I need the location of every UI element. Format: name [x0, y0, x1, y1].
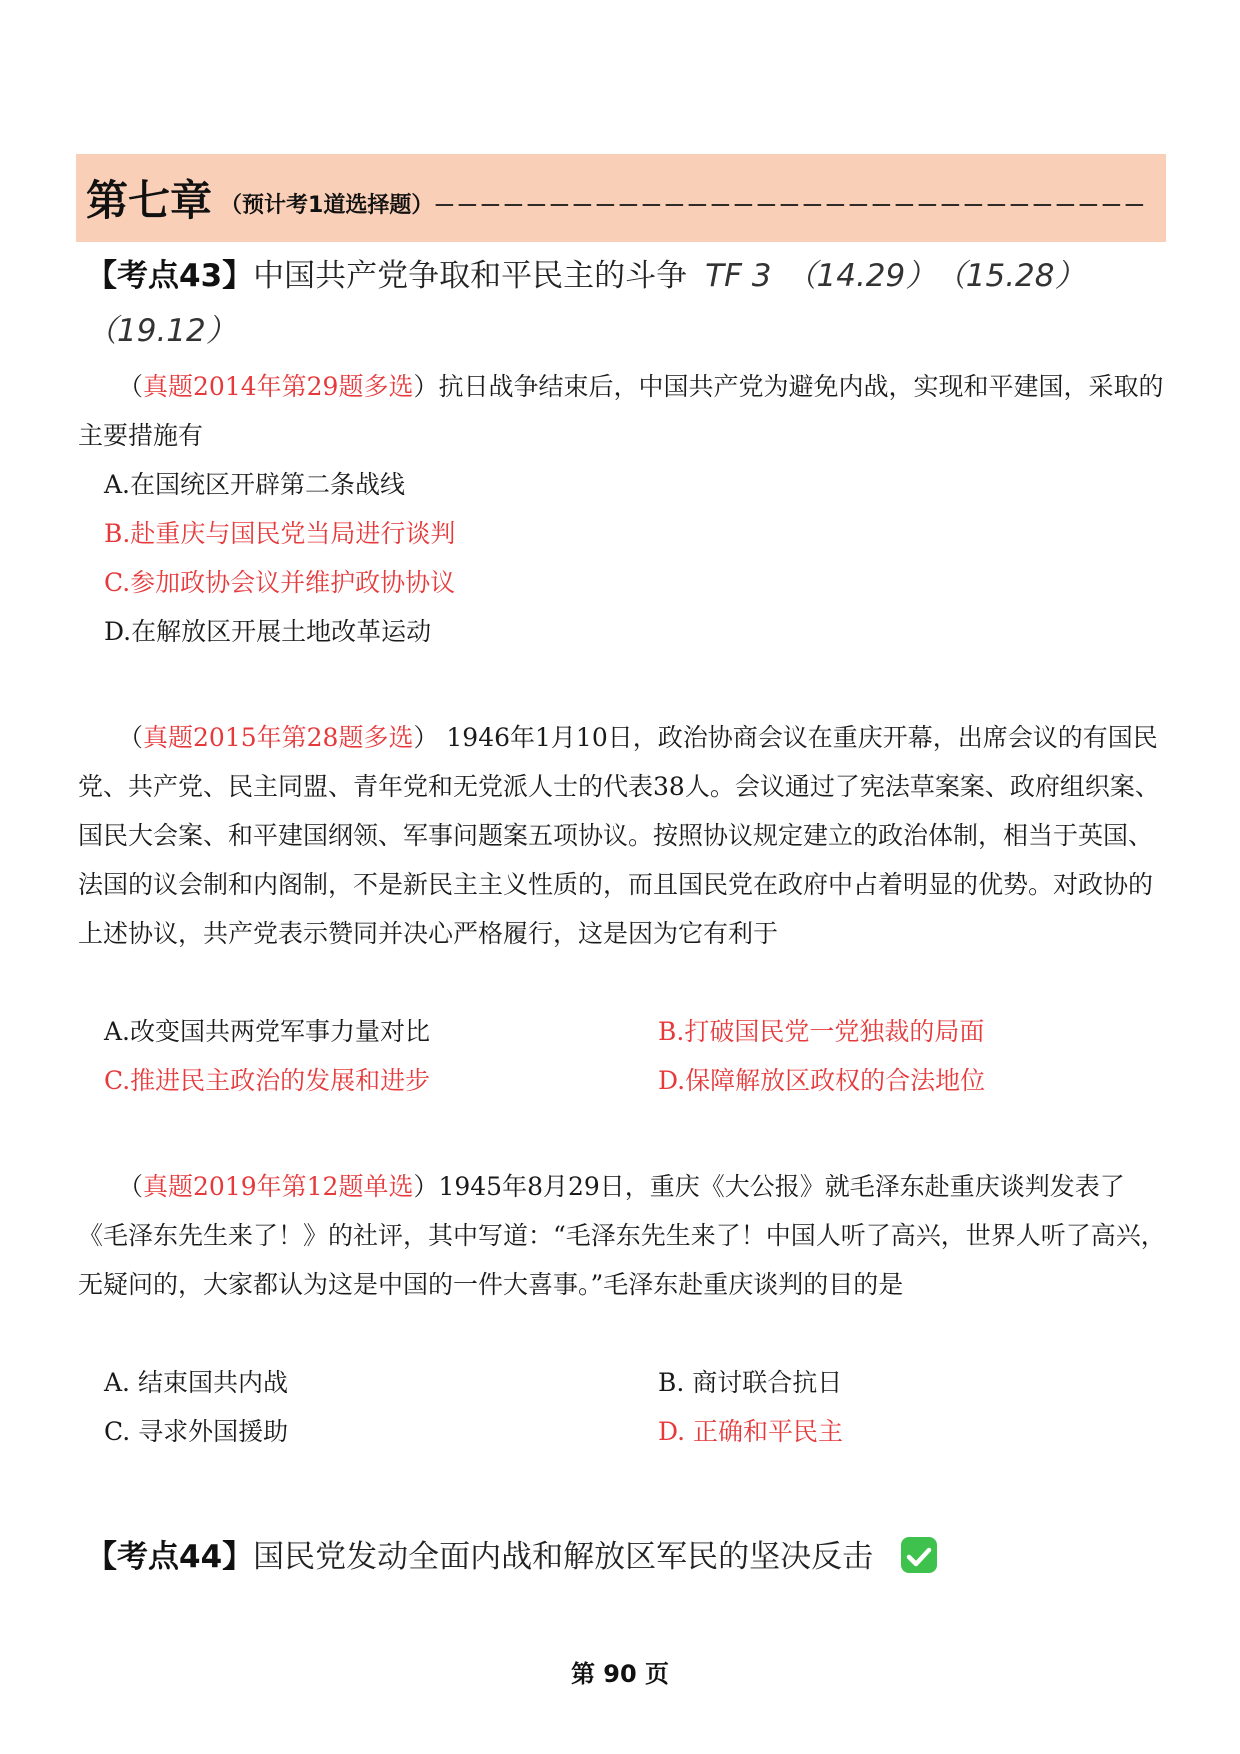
option-d: D. 正确和平民主: [658, 1417, 844, 1446]
kaodian-44-label: 【考点44】: [86, 1539, 254, 1575]
chapter-header: [76, 154, 1166, 242]
option-b: B.赴重庆与国民党当局进行谈判: [104, 519, 456, 548]
chapter-note: （预计考1道选择题）: [220, 192, 434, 218]
question-text: 抗日战争结束后，中国共产党为避免内战，实现和平建国，采取的主要措施有: [78, 372, 1164, 450]
option-c: C.参加政协会议并维护政协协议: [104, 568, 456, 597]
option-d: D.在解放区开展土地改革运动: [104, 617, 432, 646]
question-2019-12: [78, 1162, 1168, 1309]
option-c: C. 寻求外国援助: [104, 1417, 289, 1446]
question-text: 1945年8月29日，重庆《大公报》就毛泽东赴重庆谈判发表了《毛泽东先生来了！》的社评，其中写道：“毛泽东先生来了！中国人听了高兴，世界人听了高兴，无疑问的，大家都认为这是中国的一件大喜事。”毛泽东赴重庆谈判的目的是: [78, 1172, 1166, 1299]
chapter-title: 第七章: [86, 176, 213, 225]
kaodian-43-title: 中国共产党争取和平民主的斗争: [253, 258, 688, 294]
kaodian-44-title: 国民党发动全面内战和解放区军民的坚决反击: [253, 1539, 874, 1575]
kaodian-43-label: 【考点43】: [86, 258, 254, 294]
option-d: D.保障解放区政权的合法地位: [658, 1066, 986, 1095]
kaodian-43-ref-3: （19.12）: [86, 313, 237, 349]
question-2015-28: [78, 713, 1168, 958]
option-c: C.推进民主政治的发展和进步: [104, 1066, 431, 1095]
question-text: 1946年1月10日，政治协商会议在重庆开幕，出席会议的有国民党、共产党、民主同盟、青年党和无党派人士的代表38人。会议通过了宪法草案案、政府组织案、国民大会案、和平建国纲领、军事问题案五项协议。按照协议规定建立的政治体制，相当于英国、法国的议会制和内阁制，不是新民主主义性质的，而且国民党在政府中占着明显的优势。对政协的上述协议，共产党表示赞同并决心严格履行，这是因为它有利于: [78, 723, 1160, 948]
option-a: A. 结束国共内战: [104, 1368, 288, 1397]
question-stem: （真题2015年第28题多选） 1946年1月10日，政治协商会议在重庆开幕，出席会议的有国民党、共产党、民主同盟、青年党和无党派人士的代表38人。会议通过了宪法草案案、政府组织案、国民大会案、和平建国纲领、军事问题案五项协议。按照协议规定建立的政治体制，相当于英国、法国的议会制和内阁制，不是新民主主义性质的，而且国民党在政府中占着明显的优势。对政协的上述协议，共产党表示赞同并决心严格履行，这是因为它有利于: [78, 723, 1160, 948]
question-stem: （真题2019年第12题单选）1945年8月29日，重庆《大公报》就毛泽东赴重庆谈判发表了《毛泽东先生来了！》的社评，其中写道：“毛泽东先生来了！中国人听了高兴，世界人听了高兴，无疑问的，大家都认为这是中国的一件大喜事。”毛泽东赴重庆谈判的目的是: [78, 1172, 1166, 1299]
option-b: B.打破国民党一党独裁的局面: [658, 1017, 985, 1046]
kaodian-43-tf: TF 3: [705, 258, 772, 294]
chapter-dash-rule: －－－－－－－－－－－－－－－－－－－－－－－－－－－－－－－: [433, 193, 1147, 219]
page-number: 第 90 页: [570, 1660, 670, 1688]
question-source: 真题2019年第12题单选: [143, 1172, 414, 1201]
option-b: B. 商讨联合抗日: [658, 1368, 843, 1397]
kaodian-44-heading: [86, 1529, 937, 1585]
kaodian-43-heading-cont: [86, 303, 237, 359]
kaodian-43-ref-2: （15.28）: [950, 258, 1086, 294]
question-2014-29: [78, 362, 1168, 460]
question-stem: （真题2014年第29题多选）抗日战争结束后，中国共产党为避免内战，实现和平建国，采取的主要措施有: [78, 372, 1164, 450]
question-source: 真题2014年第29题多选: [143, 372, 414, 401]
option-a: A.改变国共两党军事力量对比: [104, 1017, 431, 1046]
kaodian-43-ref-1: （14.29）: [785, 258, 937, 294]
option-a: A.在国统区开辟第二条战线: [104, 470, 406, 499]
kaodian-43-heading: [86, 248, 1166, 304]
question-source: 真题2015年第28题多选: [143, 723, 414, 752]
check-mark-icon: [901, 1537, 937, 1573]
